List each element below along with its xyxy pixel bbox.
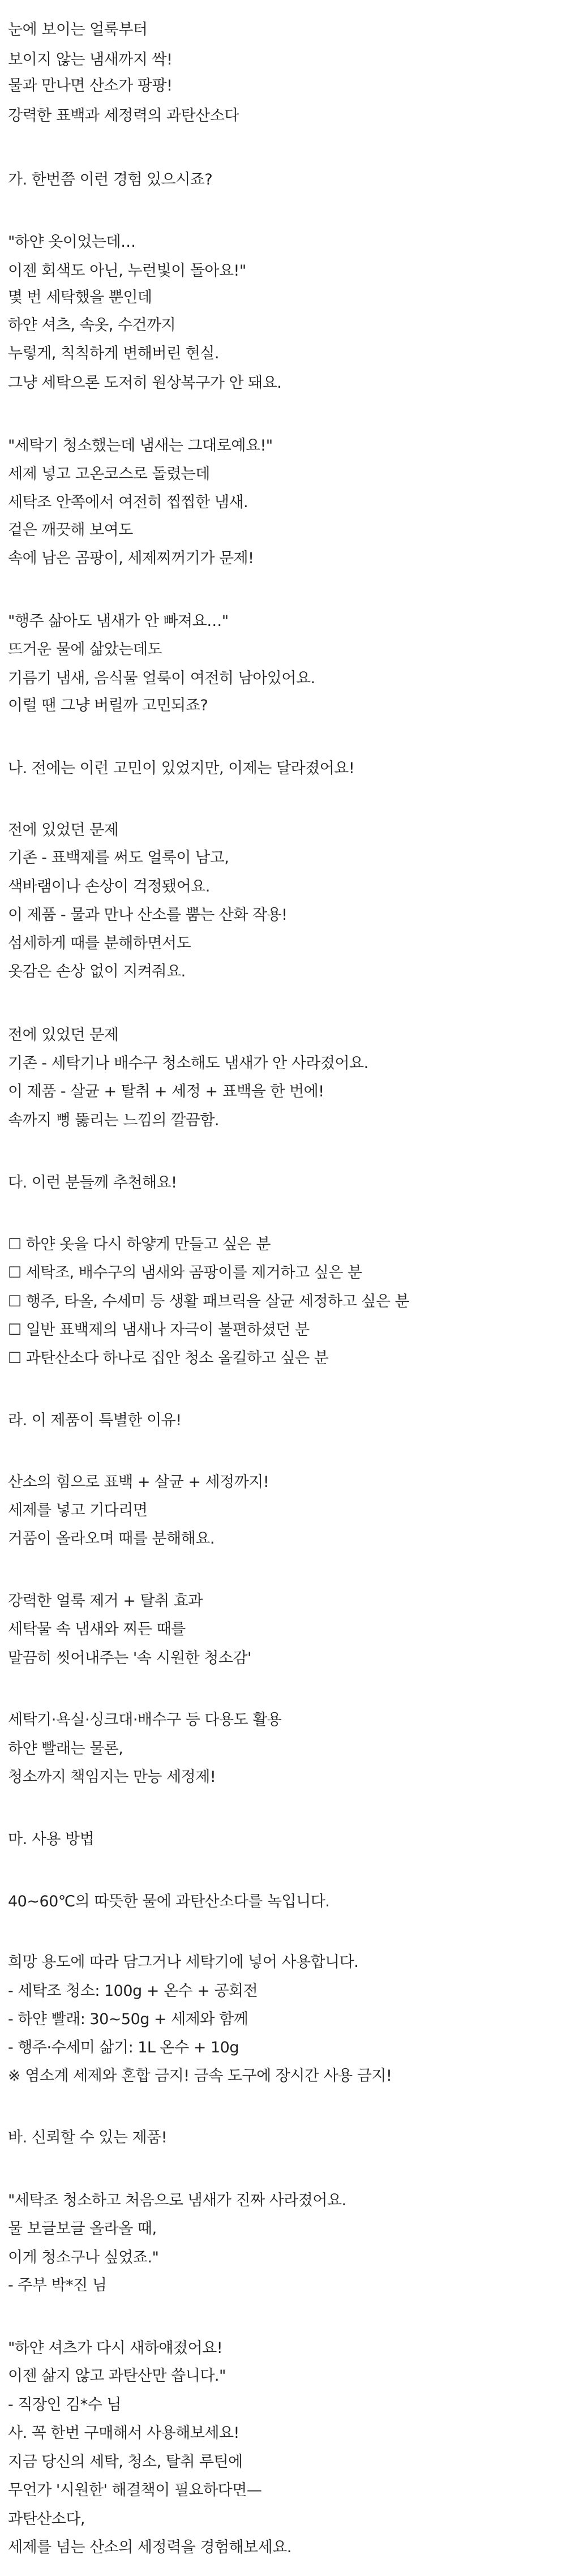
text-line: "행주 삶아도 냄새가 안 빠져요…" <box>8 612 229 630</box>
text-line: 기존 - 세탁기나 배수구 청소해도 냄새가 안 사라졌어요. <box>8 1055 368 1072</box>
text-line: 보이지 않는 냄새까지 싹! <box>8 51 173 68</box>
text-line: ☐ 과탄산소다 하나로 집안 청소 올킬하고 싶은 분 <box>8 1349 329 1367</box>
text-line: ☐ 행주, 타올, 수세미 등 생활 패브릭을 살균 세정하고 싶은 분 <box>8 1293 410 1310</box>
text-line: 산소의 힘으로 표백 + 살균 + 세정까지! <box>8 1473 269 1491</box>
text-line: 눈에 보이는 얼룩부터 <box>8 21 148 38</box>
text-line: 이게 청소구나 싶었죠." <box>8 2249 159 2266</box>
text-line: ☐ 하얀 옷을 다시 하얗게 만들고 싶은 분 <box>8 1236 271 1253</box>
text-line: "세탁조 청소하고 처음으로 냄새가 진짜 사라졌어요. <box>8 2192 346 2209</box>
text-line: - 직장인 김*수 님 <box>8 2396 121 2414</box>
text-line: 하얀 빨래는 물론, <box>8 1740 123 1758</box>
text-line: 강력한 얼룩 제거 + 탈취 효과 <box>8 1592 203 1610</box>
text-line: 가. 한번쯤 이런 경험 있으시죠? <box>8 171 213 188</box>
text-line: 속까지 뻥 뚫리는 느낌의 깔끔함. <box>8 1112 219 1129</box>
text-line: 세제를 넘는 산소의 세정력을 경험해보세요. <box>8 2539 291 2556</box>
text-line: 강력한 표백과 세정력의 과탄산소다 <box>8 107 239 125</box>
text-line: 40~60℃의 따뜻한 물에 과탄산소다를 녹입니다. <box>8 1893 330 1910</box>
text-line: 청소까지 책임지는 만능 세정제! <box>8 1768 216 1786</box>
text-line: 세제 넣고 고온코스로 돌렸는데 <box>8 465 210 483</box>
text-line: ☐ 일반 표백제의 냄새나 자극이 불편하셨던 분 <box>8 1321 310 1339</box>
text-line: 무언가 '시원한' 해결책이 필요하다면— <box>8 2481 262 2499</box>
text-line: ☐ 세탁조, 배수구의 냄새와 곰팡이를 제거하고 싶은 분 <box>8 1264 362 1281</box>
text-line: - 하얀 빨래: 30~50g + 세제와 함께 <box>8 2011 248 2028</box>
text-line: 섬세하게 때를 분해하면서도 <box>8 935 191 952</box>
text-line: 색바램이나 손상이 걱정됐어요. <box>8 878 210 895</box>
text-line: 옷감은 손상 없이 지켜줘요. <box>8 963 186 980</box>
text-line: 말끔히 씻어내주는 '속 시원한 청소감' <box>8 1649 251 1667</box>
text-line: - 행주·수세미 삶기: 1L 온수 + 10g <box>8 2039 239 2056</box>
text-line: 뜨거운 물에 삶았는데도 <box>8 641 162 658</box>
text-line: 하얀 셔츠, 속옷, 수건까지 <box>8 316 176 334</box>
text-line: 몇 번 세탁했을 뿐인데 <box>8 289 152 306</box>
text-line: 마. 사용 방법 <box>8 1831 95 1848</box>
text-line: 겉은 깨끗해 보여도 <box>8 521 133 539</box>
text-line: 속에 남은 곰팡이, 세제찌꺼기가 문제! <box>8 550 254 567</box>
text-line: "하얀 옷이었는데… <box>8 233 136 251</box>
text-line: 기존 - 표백제를 써도 얼룩이 남고, <box>8 849 229 867</box>
text-line: 세탁기·욕실·싱크대·배수구 등 다용도 활용 <box>8 1711 282 1729</box>
text-line: 다. 이런 분들께 추천해요! <box>8 1174 177 1191</box>
text-line: 이젠 회색도 아닌, 누런빛이 돌아요!" <box>8 262 246 280</box>
text-line: 세탁조 안쪽에서 여전히 찝찝한 냄새. <box>8 494 248 511</box>
text-line: - 세탁조 청소: 100g + 온수 + 공회전 <box>8 1982 258 2000</box>
text-line: 사. 꼭 한번 구매해서 사용해보세요! <box>8 2424 239 2442</box>
text-line: 바. 신뢰할 수 있는 제품! <box>8 2129 167 2146</box>
text-line: 이 제품 - 살균 + 탈취 + 세정 + 표백을 한 번에! <box>8 1083 324 1100</box>
text-line: "세탁기 청소했는데 냄새는 그대로예요!" <box>8 437 273 455</box>
text-line: - 주부 박*진 님 <box>8 2277 107 2294</box>
text-line: 기름기 냄새, 음식물 얼룩이 여전히 남아있어요. <box>8 670 315 687</box>
text-line: 세제를 넣고 기다리면 <box>8 1502 148 1519</box>
text-line: 물과 만나면 산소가 팡팡! <box>8 77 173 95</box>
text-line: ※ 염소계 세제와 혼합 금지! 금속 도구에 장시간 사용 금지! <box>8 2067 392 2085</box>
text-line: 그냥 세탁으론 도저히 원상복구가 안 돼요. <box>8 374 282 392</box>
text-line: 물 보글보글 올라올 때, <box>8 2220 157 2238</box>
text-line: 누렇게, 칙칙하게 변해버린 현실. <box>8 345 219 362</box>
text-line: 과탄산소다, <box>8 2510 85 2528</box>
text-line: 전에 있었던 문제 <box>8 1026 119 1044</box>
text-line: 거품이 올라오며 때를 분해해요. <box>8 1530 215 1548</box>
text-line: 나. 전에는 이런 고민이 있었지만, 이제는 달라졌어요! <box>8 760 355 777</box>
text-line: 세탁물 속 냄새와 찌든 때를 <box>8 1621 186 1638</box>
text-line: 지금 당신의 세탁, 청소, 탈취 루틴에 <box>8 2453 243 2471</box>
text-line: 이 제품 - 물과 만나 산소를 뿜는 산화 작용! <box>8 906 288 924</box>
text-line: "하얀 셔츠가 다시 새하얘졌어요! <box>8 2339 223 2357</box>
text-line: 이럴 땐 그냥 버릴까 고민되죠? <box>8 697 208 714</box>
text-line: 라. 이 제품이 특별한 이유! <box>8 1412 182 1429</box>
text-line: 전에 있었던 문제 <box>8 821 119 839</box>
text-line: 희망 용도에 따라 담그거나 세탁기에 넣어 사용합니다. <box>8 1953 359 1971</box>
text-line: 이젠 삶지 않고 과탄산만 씁니다." <box>8 2367 226 2385</box>
